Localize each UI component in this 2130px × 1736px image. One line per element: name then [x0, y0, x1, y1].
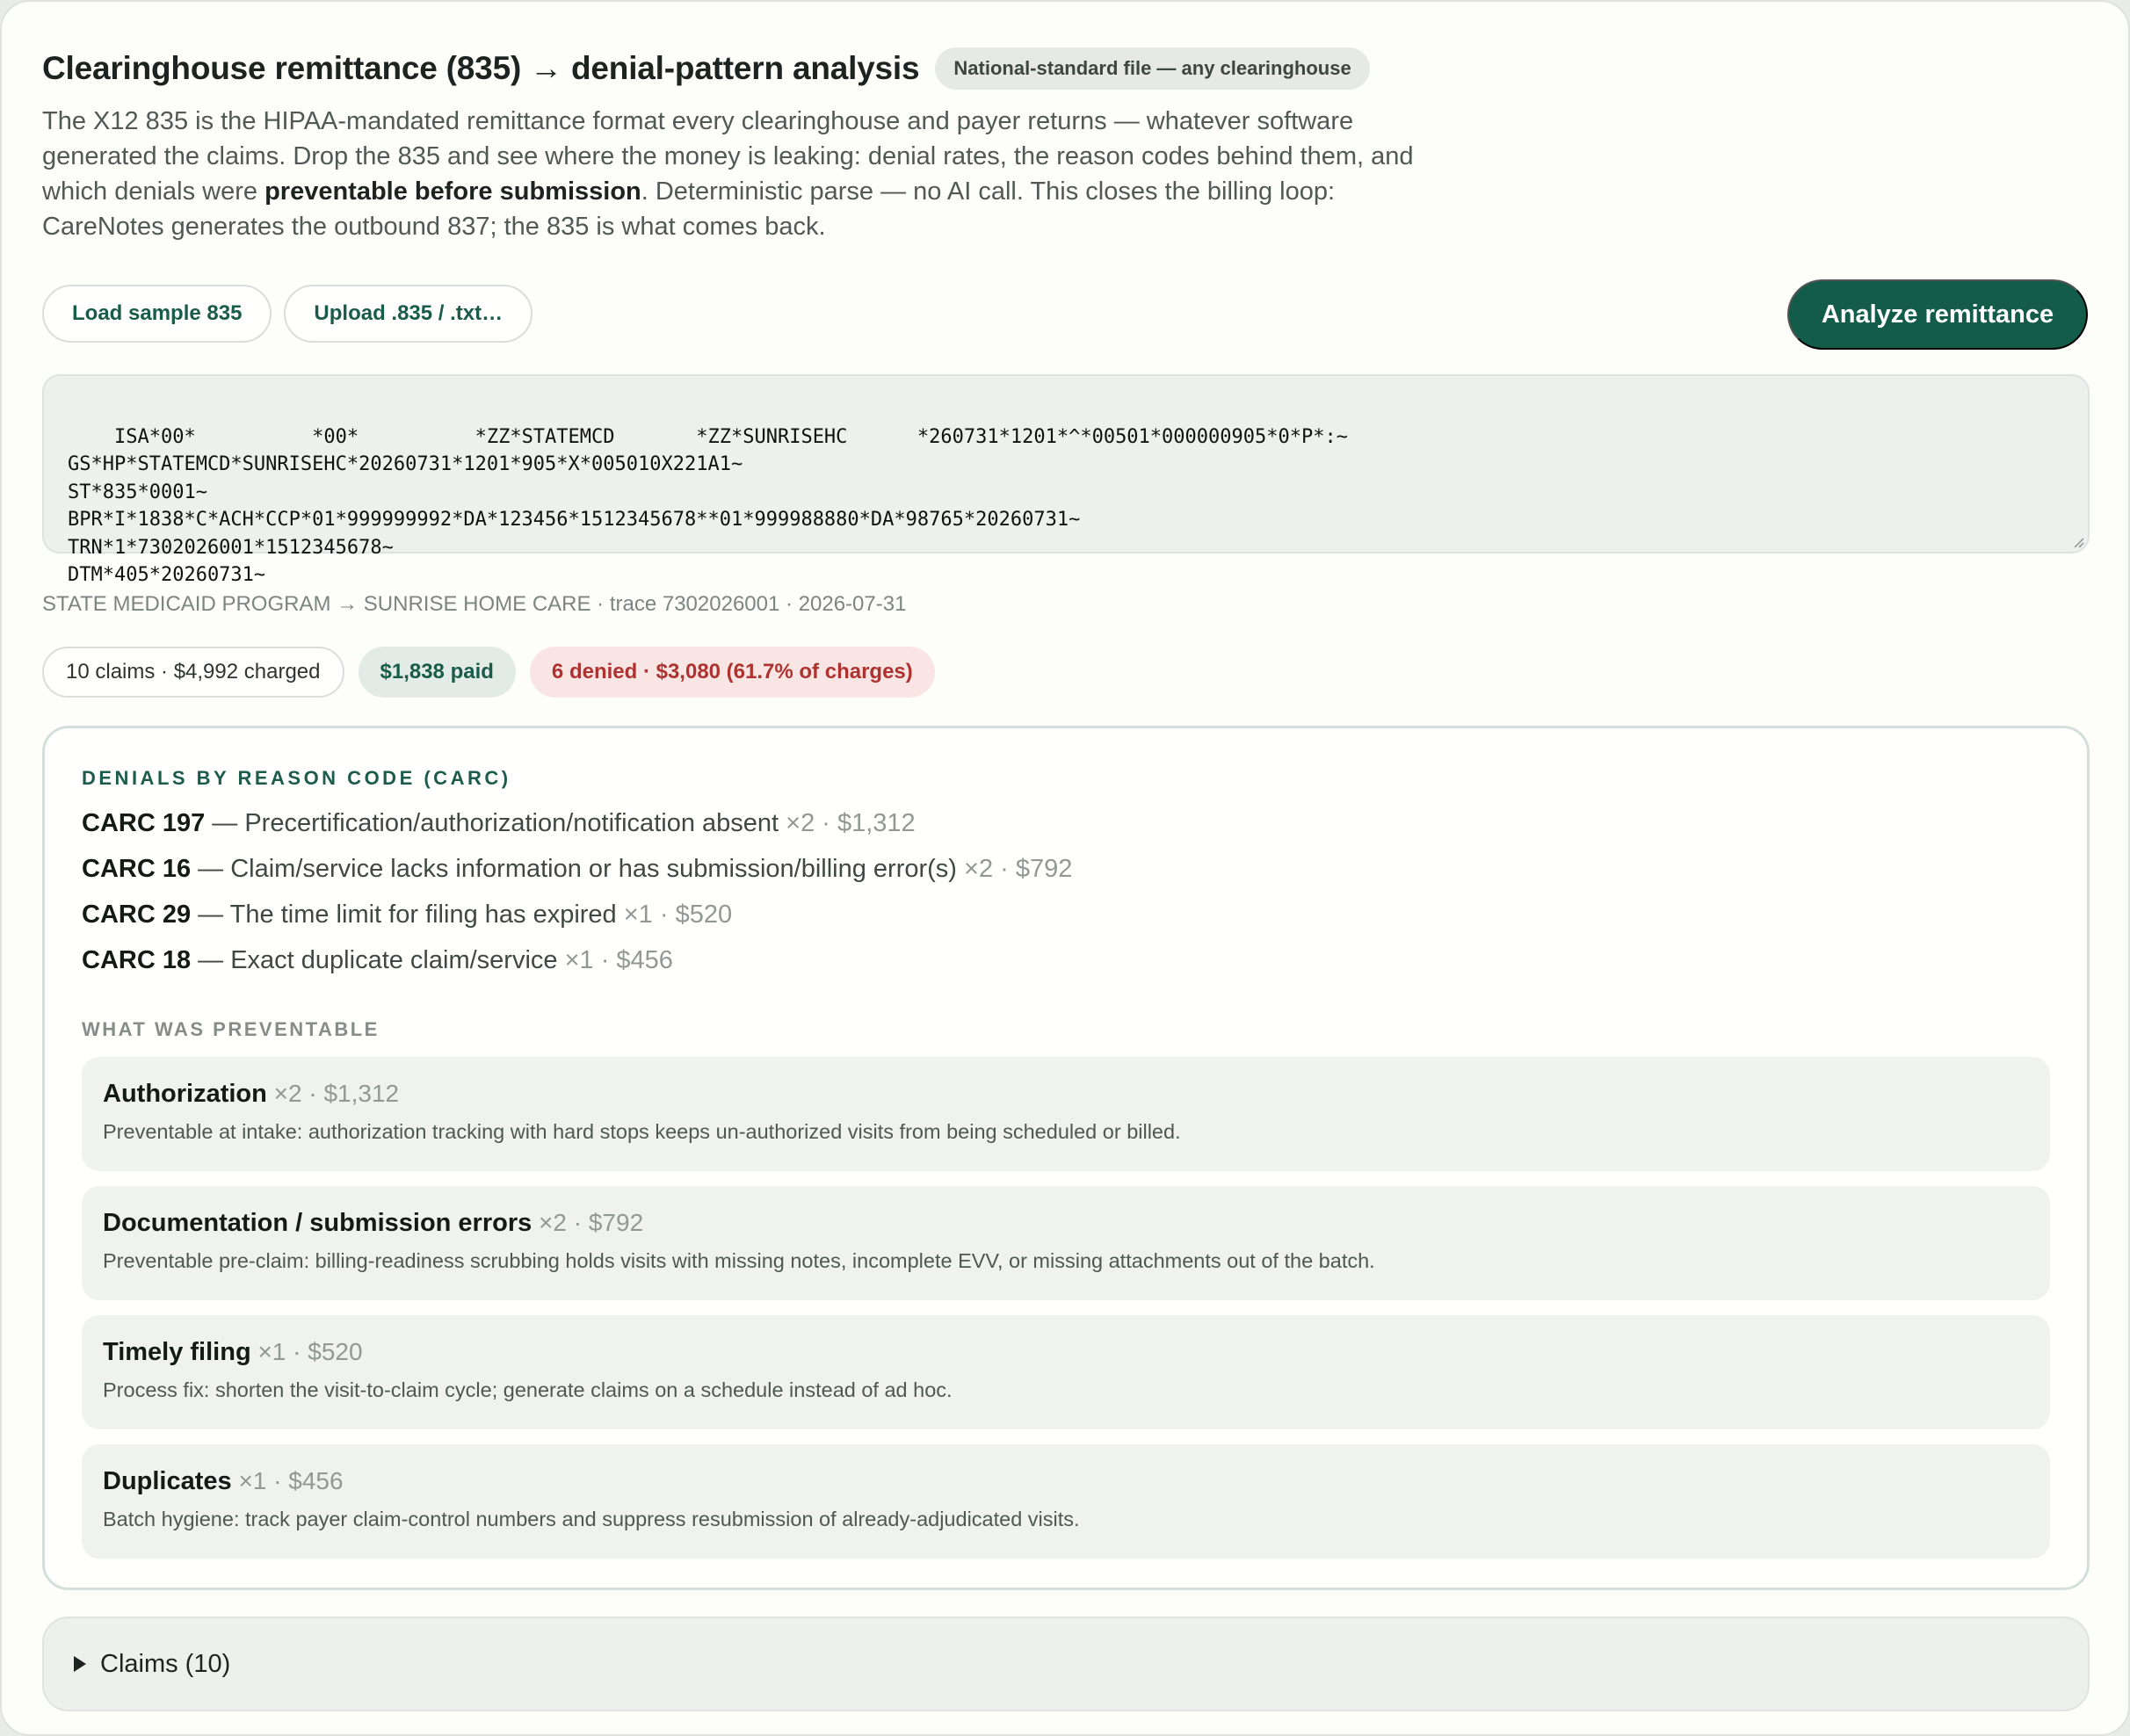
preventable-list [82, 1057, 2050, 1559]
carc-item [82, 846, 2050, 892]
header-row [42, 47, 2088, 90]
carc-count-amount: ×1 · $520 [616, 901, 733, 929]
carc-description: — Exact duplicate claim/service [191, 946, 558, 974]
resize-handle-icon[interactable] [2072, 536, 2084, 548]
preventable-title: Documentation / submission errors [103, 1209, 532, 1237]
preventable-count-amount: ×2 · $1,312 [266, 1080, 400, 1107]
carc-code: CARC 197 [82, 809, 206, 837]
edi-835-content: ISA*00* *00* *ZZ*STATEMCD *ZZ*SUNRISEHC *260731*1201*^*00501*000000905*0*P*:~ GS*HP*STATEMCD*SUNRISEHC*20260731*1201*905*X*005010X221A1~ ST*835*0001~ BPR*I*1838*C*ACH*CCP*01*999999992*DA*123456*1512345678**01*999988880*DA*98765*20260731~ TRN*1*7302026001*1512345678~ DTM*405*20260731~ [68, 425, 1348, 586]
disclosure-triangle-icon [74, 1656, 86, 1672]
summary-stats [42, 647, 2088, 698]
claims-charged-stat: 10 claims · $4,992 charged [42, 647, 344, 698]
preventable-title-row [103, 1338, 2029, 1367]
intro-part-1: The X12 835 is the HIPAA-mandated remittance format every clearinghouse and payer returns — whatever software generated the claims. Drop the 835 and see where the money is leaking: denial rates, the reason codes behind them, and which denials were [42, 107, 1414, 206]
intro-text [42, 104, 1431, 244]
preventable-title: Duplicates [103, 1467, 232, 1495]
preventable-title-row [103, 1467, 2029, 1496]
denials-section-label: DENIALS BY REASON CODE (CARC) [82, 767, 511, 789]
preventable-description: Batch hygiene: track payer claim-control numbers and suppress resubmission of already-adjudicated visits. [103, 1508, 1080, 1530]
claims-toggle-label: Claims (10) [100, 1649, 231, 1678]
claims-disclosure-toggle[interactable] [42, 1617, 2090, 1711]
paid-stat: $1,838 paid [359, 647, 516, 698]
preventable-item [82, 1057, 2050, 1171]
preventable-title-row [103, 1209, 2029, 1238]
carc-description: — Precertification/authorization/notification absent [205, 809, 779, 837]
preventable-description: Process fix: shorten the visit-to-claim cycle; generate claims on a schedule instead of ad hoc. [103, 1378, 953, 1401]
standard-file-badge: National-standard file — any clearinghouse [935, 47, 1369, 90]
carc-item [82, 800, 2050, 846]
intro-emphasis: preventable before submission [264, 177, 641, 206]
carc-list [82, 800, 2050, 983]
carc-code: CARC 18 [82, 946, 192, 974]
preventable-count-amount: ×1 · $520 [250, 1338, 363, 1365]
edi-835-textarea[interactable] [42, 374, 2090, 586]
denial-analysis-panel [42, 726, 2090, 1590]
page-title: Clearinghouse remittance (835) → denial-pattern analysis [42, 50, 920, 86]
action-row [42, 279, 2088, 348]
preventable-section-label: WHAT WAS PREVENTABLE [82, 1018, 380, 1040]
preventable-title: Timely filing [103, 1338, 251, 1366]
carc-description: — Claim/service lacks information or has submission/billing error(s) [191, 855, 957, 883]
upload-file-button[interactable]: Upload .835 / .txt… [284, 285, 532, 343]
carc-code: CARC 29 [82, 901, 192, 929]
preventable-description: Preventable pre-claim: billing-readiness scrubbing holds visits with missing notes, incomplete EVV, or missing attachments out of the batch. [103, 1249, 1375, 1272]
analyze-remittance-button[interactable]: Analyze remittance [1787, 279, 2088, 350]
carc-code: CARC 16 [82, 855, 192, 883]
carc-item [82, 892, 2050, 937]
preventable-title-row [103, 1080, 2029, 1109]
carc-count-amount: ×1 · $456 [557, 946, 673, 974]
remittance-meta: STATE MEDICAID PROGRAM → SUNRISE HOME CARE · trace 7302026001 · 2026-07-31 [42, 592, 907, 616]
preventable-title: Authorization [103, 1080, 267, 1108]
preventable-item [82, 1444, 2050, 1559]
carc-item [82, 937, 2050, 983]
preventable-count-amount: ×1 · $456 [231, 1467, 344, 1494]
preventable-count-amount: ×2 · $792 [532, 1209, 644, 1236]
denied-stat: 6 denied · $3,080 (61.7% of charges) [530, 647, 935, 698]
carc-count-amount: ×2 · $792 [956, 855, 1073, 883]
preventable-item [82, 1315, 2050, 1429]
intro-part-2: . Deterministic parse — no AI call. This closes the billing loop: CareNotes generates the outbound 837; the 835 is what comes back. [42, 177, 1336, 241]
preventable-description: Preventable at intake: authorization tracking with hard stops keeps un-authorized visits from being scheduled or billed. [103, 1120, 1181, 1143]
preventable-item [82, 1186, 2050, 1300]
load-sample-button[interactable]: Load sample 835 [42, 285, 272, 343]
carc-description: — The time limit for filing has expired [191, 901, 617, 929]
carc-count-amount: ×2 · $1,312 [779, 809, 916, 837]
